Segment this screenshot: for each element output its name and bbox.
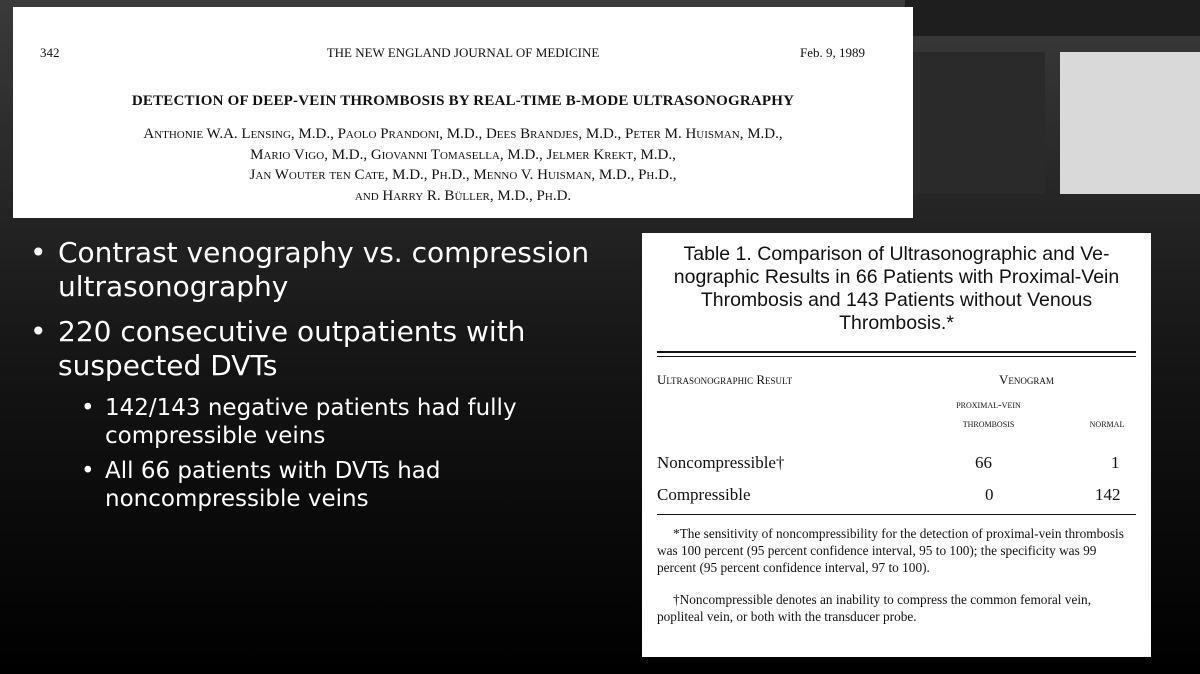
author-line: Mario Vigo, M.D., Giovanni Tomasella, M.D., Jelmer Krekt, M.D., xyxy=(250,146,676,163)
issue-date: Feb. 9, 1989 xyxy=(800,45,865,60)
author-line: Anthonie W.A. Lensing, M.D., Paolo Prandoni, M.D., Dees Brandjes, M.D., Peter M. Huisman, M.D., xyxy=(143,126,783,142)
journal-name: THE NEW ENGLAND JOURNAL OF MEDICINE xyxy=(326,45,600,60)
cell-normal: 142 xyxy=(1095,485,1121,504)
journal-header-clipping xyxy=(13,7,913,218)
author-line: and Harry R. Büller, M.D., Ph.D. xyxy=(354,187,572,204)
cell-proximal: 66 xyxy=(975,453,992,472)
table-bottom-rule xyxy=(657,514,1136,515)
journal-running-head xyxy=(13,45,913,65)
col-header-venogram: Venogram xyxy=(999,372,1054,387)
caption-line: Thrombosis and 143 Patients without Venous xyxy=(700,289,1093,311)
decorative-square-dark xyxy=(905,52,1045,194)
author-list xyxy=(13,124,913,206)
sub-header-normal: normal xyxy=(1089,418,1125,430)
footnote-sensitivity: *The sensitivity of noncompressibility for the detection of proximal-vein thrombosis was 100 percent (95 percent confidence interval, 95 to 100); the specificity was 99 percent (95 percent confidence interval, 97 to 100). xyxy=(657,526,1124,575)
bullet-item: • 220 consecutive outpatients with suspected DVTs xyxy=(30,315,610,383)
results-table-clipping xyxy=(642,233,1151,657)
bullet-list xyxy=(30,236,610,520)
caption-line: nographic Results in 66 Patients with Proximal-Vein xyxy=(673,266,1120,288)
col-header-result: Ultrasonographic Result xyxy=(657,372,793,387)
row-label: Noncompressible† xyxy=(657,453,785,472)
footnote-noncompressible: †Noncompressible denotes an inability to compress the common femoral vein, popliteal vein, or both with the transducer probe. xyxy=(657,592,1092,624)
sub-header-proximal: proximal-vein thrombosis xyxy=(956,399,1021,430)
bullet-item: • Contrast venography vs. compression ultrasonography xyxy=(30,236,610,304)
sub-bullet-item: • All 66 patients with DVTs had noncompressible veins xyxy=(30,457,610,513)
caption-line: Thrombosis.* xyxy=(839,312,954,334)
table-caption xyxy=(642,243,1151,335)
cell-normal: 1 xyxy=(1111,453,1120,472)
table-top-rule xyxy=(657,351,1136,353)
author-line: Jan Wouter ten Cate, M.D., Ph.D., Menno V. Huisman, M.D., Ph.D., xyxy=(249,167,677,183)
decorative-square-light xyxy=(1060,52,1200,194)
article-title: DETECTION OF DEEP-VEIN THROMBOSIS BY REAL-TIME B-MODE ULTRASONOGRAPHY xyxy=(131,93,795,109)
row-label: Compressible xyxy=(657,485,751,504)
sub-bullet-item: • 142/143 negative patients had fully compressible veins xyxy=(30,394,610,450)
decorative-bar-top xyxy=(905,0,1200,36)
page-number: 342 xyxy=(40,45,60,60)
cell-proximal: 0 xyxy=(985,485,994,504)
caption-line: Table 1. Comparison of Ultrasonographic and Ve- xyxy=(683,243,1110,265)
table-top-rule-thin xyxy=(657,356,1136,357)
